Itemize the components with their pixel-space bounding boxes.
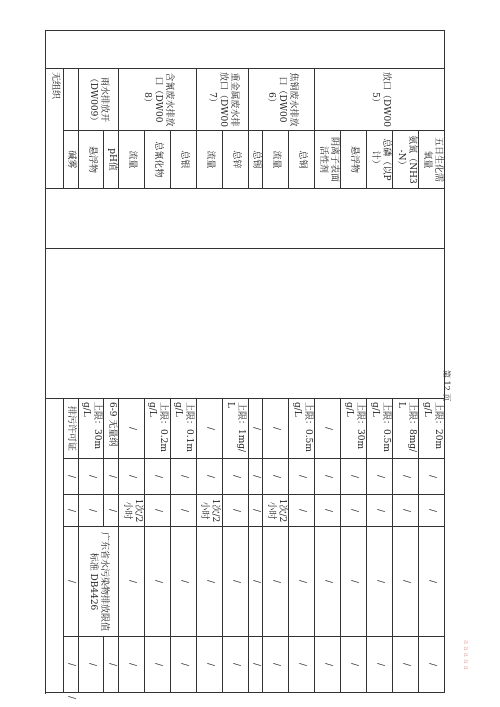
dash: / <box>144 459 170 495</box>
faint-mark: a a a a a <box>462 640 470 670</box>
pollutant-ag: 总银 <box>170 131 196 189</box>
dash: / <box>144 637 170 693</box>
pollutant-sn: 总锡 <box>248 131 263 189</box>
outlet-dw006: 焦铜废水排放口（DW006） <box>248 69 314 131</box>
dash: / <box>419 637 445 693</box>
dash: / <box>64 527 79 637</box>
dash: / <box>64 637 79 693</box>
pollutant-ammonia: 氨氮（NH3-N） <box>393 131 419 189</box>
dash: / <box>263 399 289 459</box>
pollutant-cn: 总氰化物 <box>144 131 170 189</box>
dash: / <box>170 459 196 495</box>
blank-cell <box>46 249 445 399</box>
permit-cell: 排污许可证 <box>64 399 79 459</box>
dash: / <box>248 637 263 693</box>
dash: / <box>222 495 248 527</box>
pollutant-bod5: 五日生化需氧量 <box>419 131 445 189</box>
monitoring-table <box>45 30 445 700</box>
dash: / <box>196 637 222 693</box>
dash: / <box>393 527 419 637</box>
limit-zn: 上限：1mg/L <box>222 399 248 459</box>
limit-ph: 6-9 无量纲 <box>104 399 119 459</box>
dash: / <box>144 527 170 637</box>
dash: / <box>222 637 248 693</box>
pollutant-alkali-mist: 碱雾 <box>64 131 79 189</box>
dash: / <box>263 527 289 637</box>
dash: / <box>367 459 393 495</box>
dash: / <box>119 459 145 495</box>
dash: / <box>341 459 367 495</box>
blank-cell <box>64 69 79 131</box>
limit-ss: 上限：30mg/L <box>341 399 367 459</box>
rotated-table-wrapper <box>45 30 445 700</box>
dash: / <box>196 459 222 495</box>
dash: / <box>315 637 341 693</box>
dash: / <box>248 399 263 459</box>
dash: / <box>315 527 341 637</box>
dash: / <box>289 495 315 527</box>
dash: / <box>419 495 445 527</box>
pollutant-cu: 总铜 <box>289 131 315 189</box>
dash: / <box>315 459 341 495</box>
dash: / <box>119 399 145 459</box>
dash: / <box>170 637 196 693</box>
dash: / <box>248 495 263 527</box>
pollutant-tp: 总磷（以P计） <box>367 131 393 189</box>
dash: / <box>144 495 170 527</box>
dash: / <box>119 637 145 693</box>
limit-ss2: 上限：30mg/L <box>78 399 104 459</box>
blank-cell <box>46 31 445 69</box>
dash: / <box>393 459 419 495</box>
blank-cell <box>46 189 445 249</box>
dash: / <box>315 399 341 459</box>
unorganized-label: 无组织 <box>46 69 64 693</box>
dash: / <box>104 637 119 693</box>
dash: / <box>104 459 119 495</box>
outlet-dw007: 重金属废水排放口（DW007） <box>196 69 248 131</box>
table-row: 碱雾 排污许可证 / / / / / <box>64 31 79 693</box>
dash: / <box>341 495 367 527</box>
pollutant-ss: 悬浮物 <box>341 131 367 189</box>
dash: / <box>222 527 248 637</box>
dash: / <box>289 527 315 637</box>
dash: / <box>170 495 196 527</box>
pollutant-zn: 总锌 <box>222 131 248 189</box>
standard-cell: 广东省水污染物排放限值标准 DB4426 <box>78 527 118 637</box>
dash: / <box>104 495 119 527</box>
dash: / <box>170 527 196 637</box>
dash: / <box>196 527 222 637</box>
freq: 1次/2小时 <box>263 495 289 527</box>
freq: 1次/2小时 <box>119 495 145 527</box>
dash: / <box>341 637 367 693</box>
dash: / <box>367 637 393 693</box>
dash: / <box>419 527 445 637</box>
dash: / <box>196 399 222 459</box>
pollutant-ss2: 悬浮物 <box>78 131 104 189</box>
dash: / <box>64 495 79 527</box>
outlet-dw009: 雨水排放开（DW009） <box>78 69 118 131</box>
dash: / <box>393 495 419 527</box>
table-row <box>46 31 64 693</box>
dash: / <box>263 459 289 495</box>
dash: / <box>119 527 145 637</box>
dash: / <box>248 459 263 495</box>
dash: / <box>393 637 419 693</box>
dash: / <box>222 459 248 495</box>
limit-tp: 上限：0.5mg/L <box>367 399 393 459</box>
pollutant-flow: 流量 <box>119 131 145 189</box>
freq: 1次/2小时 <box>196 495 222 527</box>
pollutant-las: 阴离子表面活性剂 <box>315 131 341 189</box>
dash: / <box>419 459 445 495</box>
dash: / <box>341 527 367 637</box>
pollutant-flow: 流量 <box>196 131 222 189</box>
limit-cn: 上限：0.2mg/L <box>144 399 170 459</box>
limit-ammonia: 上限：8mg/L <box>393 399 419 459</box>
dash: / <box>289 459 315 495</box>
dash: / <box>248 527 263 637</box>
limit-bod5: 上限：20mg/L <box>419 399 445 459</box>
page-number: 第 12 页 <box>442 370 451 402</box>
dash: / <box>263 637 289 693</box>
dash: / <box>78 637 104 693</box>
table-row <box>419 31 445 693</box>
dash: / <box>78 495 104 527</box>
pollutant-flow: 流量 <box>263 131 289 189</box>
dash: / <box>367 495 393 527</box>
dash: / <box>78 459 104 495</box>
limit-cu: 上限：0.5mg/L <box>289 399 315 459</box>
dash: / <box>367 527 393 637</box>
dash: / <box>315 495 341 527</box>
pollutant-ph: pH值 <box>104 131 119 189</box>
dash: / <box>64 459 79 495</box>
dash: / <box>289 637 315 693</box>
limit-ag: 上限：0.1mg/L <box>170 399 196 459</box>
outlet-dw005: 放口（DW005） <box>315 69 445 131</box>
outlet-dw008: 含氰废水排放口（DW008） <box>119 69 197 131</box>
